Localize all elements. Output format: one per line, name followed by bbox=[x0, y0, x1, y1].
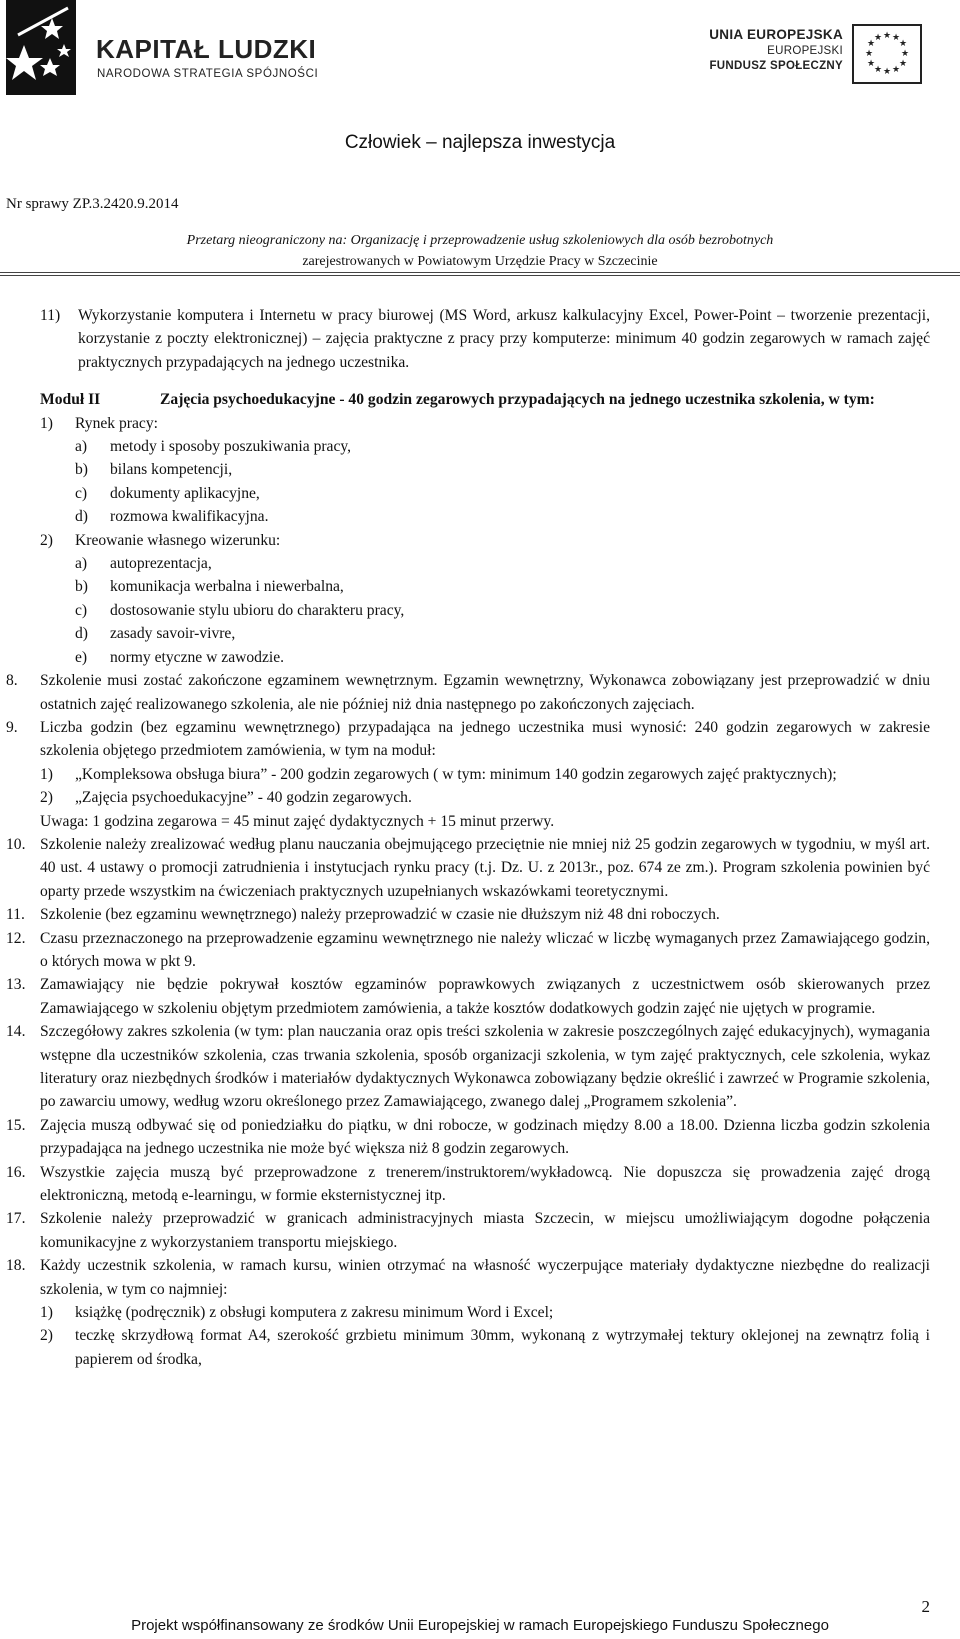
item-text: Zajęcia muszą odbywać się od poniedziałku do piątku, w dni robocze, w godzinach między 8.00 a 18.00. Dzienna liczba godzin szkolenia przypadająca na jednego uczestnika nie może być większa niż 8 godzin zegarowych. bbox=[40, 1116, 930, 1158]
list-item bbox=[0, 552, 930, 575]
list-item bbox=[0, 435, 930, 458]
item-text: Szkolenie musi zostać zakończone egzaminem wewnętrznym. Egzamin wewnętrzny, Wykonawca zobowiązany jest przeprowadzić w dniu ostatnich zajęć realizowanego szkolenia, ale nie później niż dnia następnego po zakończonych zajęciach. bbox=[40, 672, 930, 713]
item-number: 13. bbox=[6, 976, 26, 994]
item-text: Czasu przeznaczonego na przeprowadzenie egzaminu wewnętrznego nie należy wliczać w liczbę wymaganych przez Zamawiającego godzin, o których mowa w pkt 9. bbox=[40, 929, 930, 970]
tender-line-1: Przetarg nieograniczony na: Organizację i przeprowadzenie usług szkoleniowych dla osób bezrobotnych bbox=[186, 233, 774, 248]
list-item bbox=[0, 786, 930, 809]
svg-text:★: ★ bbox=[864, 49, 874, 59]
item-text: Uwaga: 1 godzina zegarowa = 45 minut zajęć dydaktycznych + 15 minut przerwy. bbox=[40, 812, 555, 830]
list-item bbox=[0, 716, 930, 763]
item-number: c) bbox=[75, 484, 88, 502]
item-number: 2) bbox=[40, 1327, 53, 1345]
item-number: a) bbox=[75, 438, 88, 456]
svg-text:★: ★ bbox=[882, 31, 892, 41]
list-item bbox=[0, 1020, 930, 1114]
item-number: 12. bbox=[6, 929, 26, 947]
item-text: książkę (podręcznik) z obsługi komputera z zakresu minimum Word i Excel; bbox=[75, 1304, 554, 1322]
item-text: Zajęcia psychoedukacyjne - 40 godzin zegarowych przypadających na jednego uczestnika szkolenia, w tym: bbox=[160, 391, 875, 409]
list-item bbox=[0, 973, 930, 1020]
item-number: 1) bbox=[40, 1304, 53, 1322]
item-text: Szkolenie należy przeprowadzić w granicach administracyjnych miasta Szczecin, w miejscu umożliwiającym dogodne połączenia komunikacyjne z wykorzystaniem transportu miejskiego. bbox=[40, 1210, 930, 1251]
item-number: 17. bbox=[6, 1210, 26, 1228]
svg-text:★: ★ bbox=[891, 33, 901, 43]
list-item bbox=[0, 810, 930, 833]
item-text: bilans kompetencji, bbox=[110, 461, 233, 479]
list-item bbox=[0, 599, 930, 622]
kapital-ludzki-subtitle: NARODOWA STRATEGIA SPÓJNOŚCI bbox=[97, 68, 319, 80]
item-text: rozmowa kwalifikacyjna. bbox=[110, 508, 269, 526]
item-number: 1) bbox=[40, 765, 53, 783]
list-item bbox=[0, 1254, 930, 1301]
document-body bbox=[0, 304, 960, 1371]
item-number: b) bbox=[75, 578, 88, 596]
item-number: 11. bbox=[6, 906, 25, 924]
svg-text:★: ★ bbox=[873, 65, 883, 75]
eu-text-block bbox=[688, 27, 843, 72]
page-header bbox=[0, 0, 960, 100]
item-number: 1) bbox=[40, 414, 53, 432]
list-item bbox=[0, 927, 930, 974]
header-divider bbox=[0, 272, 960, 273]
tender-line-2: zarejestrowanych w Powiatowym Urzędzie Pracy w Szczecinie bbox=[302, 254, 658, 269]
list-item bbox=[0, 575, 930, 598]
svg-text:★: ★ bbox=[898, 59, 908, 69]
eu-line-2: EUROPEJSKI bbox=[767, 45, 843, 57]
item-text: Szkolenie (bez egzaminu wewnętrznego) należy przeprowadzić w czasie nie dłuższym niż 48 dni roboczych. bbox=[40, 906, 720, 924]
item-number: d) bbox=[75, 508, 88, 526]
list-item bbox=[0, 1161, 930, 1208]
page-number: 2 bbox=[921, 1597, 930, 1616]
item-text: autoprezentacja, bbox=[110, 555, 212, 573]
list-item bbox=[0, 622, 930, 645]
list-item bbox=[0, 646, 930, 669]
tender-heading bbox=[0, 230, 960, 272]
item-number: d) bbox=[75, 625, 88, 643]
item-text: „Kompleksowa obsługa biura” - 200 godzin zegarowych ( w tym: minimum 140 godzin zegarowych zajęć praktycznych); bbox=[75, 765, 837, 783]
item-number: 8. bbox=[6, 672, 18, 690]
svg-text:★: ★ bbox=[866, 39, 876, 49]
item-text: „Zajęcia psychoedukacyjne” - 40 godzin zegarowych. bbox=[75, 789, 412, 807]
item-number: 10. bbox=[6, 835, 26, 853]
item-text: dokumenty aplikacyjne, bbox=[110, 484, 260, 502]
list-item bbox=[0, 304, 930, 374]
svg-text:★: ★ bbox=[866, 59, 876, 69]
list-item bbox=[0, 903, 930, 926]
item-number: 14. bbox=[6, 1023, 26, 1041]
list-item bbox=[0, 412, 930, 435]
item-text: teczkę skrzydłową format A4, szerokość grzbietu minimum 30mm, wykonaną z wytrzymałej tektury oklejonej na zewnątrz folią i papierem od środka, bbox=[75, 1327, 930, 1368]
item-text: dostosowanie stylu ubioru do charakteru pracy, bbox=[110, 601, 405, 619]
svg-text:★: ★ bbox=[873, 33, 883, 43]
item-text: Rynek pracy: bbox=[75, 414, 158, 432]
item-number: 9. bbox=[6, 718, 18, 736]
item-number: a) bbox=[75, 555, 88, 573]
list-item bbox=[0, 1114, 930, 1161]
list-item bbox=[0, 763, 930, 786]
item-number: e) bbox=[75, 648, 88, 666]
list-item bbox=[0, 1301, 930, 1324]
svg-text:★: ★ bbox=[882, 67, 892, 77]
item-number: 16. bbox=[6, 1163, 26, 1181]
list-item bbox=[0, 529, 930, 552]
case-number: Nr sprawy ZP.3.2420.9.2014 bbox=[6, 196, 179, 212]
item-text: Szkolenie należy zrealizować według planu nauczania obejmującego przeciętnie nie mniej niż 25 godzin zegarowych w tygodniu, w myśl art. 40 ust. 4 ustawy o promocji zatrudnienia i instytucjach rynku pracy (t.j. Dz. U. z 2013r., poz. 674 ze zm.). Program szkolenia powinien być oparty przede wszystkim na ćwiczeniach praktycznych uzupełnianych wskazówkami teoretycznymi. bbox=[40, 835, 930, 900]
svg-text:★: ★ bbox=[891, 65, 901, 75]
item-text: metody i sposoby poszukiwania pracy, bbox=[110, 438, 352, 456]
item-number: 2) bbox=[40, 531, 53, 549]
item-number: Moduł II bbox=[40, 391, 101, 409]
footer-text: Projekt współfinansowany ze środków Unii Europejskiej w ramach Europejskiego Funduszu Społecznego bbox=[131, 1617, 829, 1634]
item-number: 2) bbox=[40, 789, 53, 807]
item-number: b) bbox=[75, 461, 88, 479]
motto: Człowiek – najlepsza inwestycja bbox=[344, 132, 616, 153]
item-text: komunikacja werbalna i niewerbalna, bbox=[110, 578, 344, 596]
svg-text:★: ★ bbox=[900, 49, 910, 59]
eu-flag-icon bbox=[852, 24, 922, 84]
list-item bbox=[0, 388, 930, 411]
item-text: Kreowanie własnego wizerunku: bbox=[75, 531, 281, 549]
item-text: Szczegółowy zakres szkolenia (w tym: plan nauczania oraz opis treści szkolenia w zakresie poszczególnych zajęć edukacyjnych), wymagania wstępne dla uczestników szkolenia, czas trwania szkolenia, sposób organizacji szkolenia, w tym zajęć praktycznych, cele szkolenia, wykaz literatury oraz niezbędnych środków i materiałów dydaktycznych Wykonawca zobowiązany będzie określić i zawrzeć w Programie szkolenia, po zawarciu umowy, według wzoru określonego przez Zamawiającego, zwanego dalej „Programem szkolenia”. bbox=[40, 1023, 930, 1111]
item-text: Wykorzystanie komputera i Internetu w pracy biurowej (MS Word, arkusz kalkulacyjny Excel, Power-Point – tworzenie prezentacji, korzystanie z poczty elektronicznej) – zajęcia praktyczne z pracy przy komputerze: minimum 40 godzin zegarowych w ramach zajęć praktycznych przypadających na jednego uczestnika. bbox=[78, 307, 930, 371]
item-text: Liczba godzin (bez egzaminu wewnętrznego) przypadająca na jednego uczestnika musi wynosić: 240 godzin zegarowych w zakresie szkolenia objętego przedmiotem zamówienia, w tym na moduł: bbox=[40, 718, 930, 760]
item-text: zasady savoir-vivre, bbox=[110, 625, 236, 643]
kapital-ludzki-title: KAPITAŁ LUDZKI bbox=[96, 34, 317, 64]
item-number: 18. bbox=[6, 1257, 26, 1275]
item-text: normy etyczne w zawodzie. bbox=[110, 648, 285, 666]
eu-line-3: FUNDUSZ SPOŁECZNY bbox=[709, 60, 843, 72]
item-number: 11) bbox=[40, 307, 61, 324]
item-number: c) bbox=[75, 601, 88, 619]
item-text: Każdy uczestnik szkolenia, w ramach kursu, winien otrzymać na własność wyczerpujące materiały dydaktyczne niezbędne do realizacji szkolenia, w tym co najmniej: bbox=[40, 1257, 930, 1298]
list-item bbox=[0, 833, 930, 903]
header-divider-2 bbox=[0, 275, 960, 276]
item-text: Wszystkie zajęcia muszą być przeprowadzone z trenerem/instruktorem/wykładowcą. Nie dopuszcza się prowadzenia zajęć drogą elektroniczną, metodą e-learningu, w formie eksternistycznej itp. bbox=[40, 1163, 930, 1205]
eu-line-1: UNIA EUROPEJSKA bbox=[709, 27, 843, 42]
list-item bbox=[0, 458, 930, 481]
svg-text:★: ★ bbox=[898, 39, 908, 49]
item-text: Zamawiający nie będzie pokrywał kosztów egzaminów poprawkowych związanych z uczestnictwem osób skierowanych przez Zamawiającego w szkoleniu objętym przedmiotem zamówienia, a także kosztów dodatkowych godzin zajęć nie ujętych w programie. bbox=[40, 976, 930, 1017]
list-item bbox=[0, 1324, 930, 1371]
list-item bbox=[0, 482, 930, 505]
item-number: 15. bbox=[6, 1116, 26, 1134]
list-item bbox=[0, 505, 930, 528]
list-item bbox=[0, 669, 930, 716]
list-item bbox=[0, 1207, 930, 1254]
